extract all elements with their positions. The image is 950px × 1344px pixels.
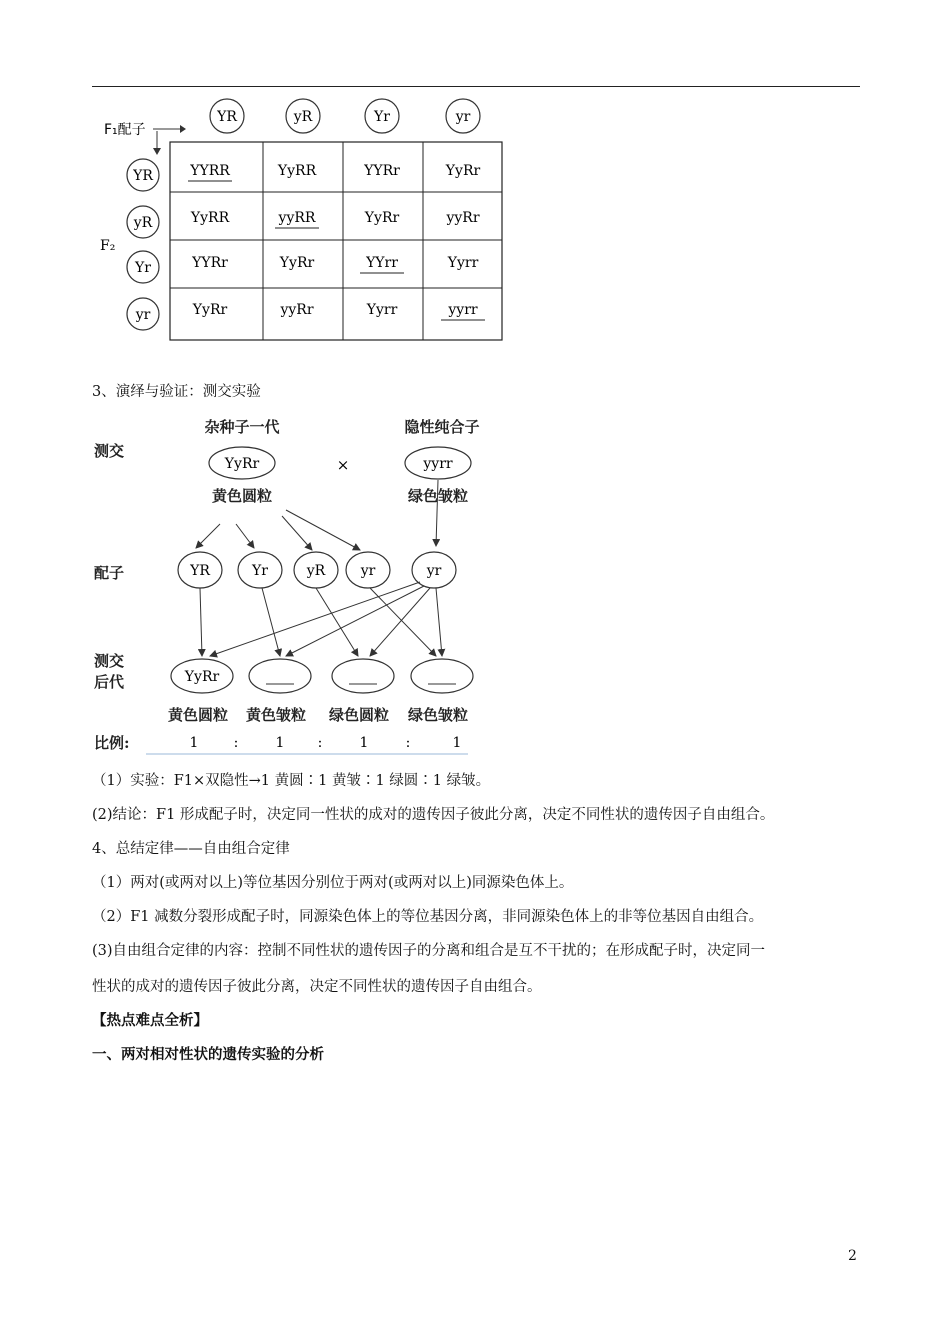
gamete-label: YR: [190, 563, 210, 579]
cross-symbol: ×: [336, 456, 350, 474]
ratio-separator: :: [405, 735, 411, 751]
punnett-cell: YyRr: [279, 255, 315, 271]
offspring-ellipse: [332, 659, 394, 693]
offspring-phenotype: 绿色皱粒: [407, 706, 469, 724]
punnett-cell: YyRr: [364, 210, 400, 226]
f2-label: F₂: [100, 238, 116, 254]
row-gamete-label: YR: [133, 168, 153, 184]
cross-arrow: [286, 586, 424, 656]
parent1-genotype: YyRr: [224, 456, 260, 472]
punnett-cell: YYRR: [190, 163, 230, 179]
analysis-heading: 一、两对相对性状的遗传实验的分析: [92, 1046, 324, 1063]
punnett-cell: YyRr: [192, 302, 228, 318]
law-point-3-line-2: 性状的成对的遗传因子彼此分离，决定不同性状的遗传因子自由组合。: [92, 979, 542, 995]
ratio-separator: :: [317, 735, 323, 751]
parent2-phenotype: 绿色皱粒: [407, 487, 469, 505]
row-gamete-label: yR: [133, 215, 153, 231]
row-gamete-label: yr: [135, 307, 151, 323]
row-label-testcross: 测交: [94, 442, 125, 460]
gamete-label: Yr: [252, 563, 268, 579]
cross-arrow: [210, 582, 420, 656]
cross-arrow: [316, 588, 358, 656]
cross-arrow: [286, 510, 360, 550]
punnett-cell: YYrr: [366, 255, 398, 271]
cross-arrow: [370, 588, 436, 656]
ratio-value: 1: [359, 735, 369, 751]
punnett-cell: YYRr: [192, 255, 228, 271]
law-point-3-line-1: (3)自由组合定律的内容：控制不同性状的遗传因子的分离和组合是互不干扰的；在形成配子时，决定同一: [92, 943, 766, 959]
punnett-cell: YyRr: [445, 163, 481, 179]
punnett-cell: YyRR: [190, 210, 230, 226]
cross-arrow: [196, 524, 220, 548]
punnett-cell: yyRR: [278, 210, 316, 226]
ratio-value: 1: [452, 735, 462, 751]
col-gamete-label: yr: [455, 109, 471, 125]
offspring-ellipse: [249, 659, 311, 693]
testcross-figure: [90, 410, 480, 760]
law-point-1: （1）两对(或两对以上)等位基因分别位于两对(或两对以上)同源染色体上。: [92, 875, 574, 891]
row-label-offspring-1: 测交: [94, 652, 125, 670]
header-rule: [92, 86, 860, 87]
gamete-label: yR: [306, 563, 326, 579]
offspring-genotype: YyRr: [184, 669, 220, 685]
ratio-separator: :: [233, 735, 239, 751]
punnett-cell: Yyrr: [366, 302, 398, 318]
parent2-title: 隐性纯合子: [404, 418, 480, 436]
col-gamete-label: yR: [293, 109, 313, 125]
row-label-gametes: 配子: [94, 564, 125, 582]
law-point-2: （2）F1 减数分裂形成配子时，同源染色体上的等位基因分离，非同源染色体上的非等位基因自由组合。: [92, 909, 764, 925]
punnett-cell: yyRr: [280, 302, 314, 318]
hotspot-heading: 【热点难点全析】: [92, 1012, 208, 1029]
ratio-value: 1: [189, 735, 199, 751]
punnett-cell: YyRR: [277, 163, 317, 179]
parent1-phenotype: 黄色圆粒: [211, 487, 273, 505]
offspring-phenotype: 绿色圆粒: [328, 706, 390, 724]
offspring-phenotype: 黄色皱粒: [245, 706, 307, 724]
parent2-genotype: yyrr: [423, 456, 453, 472]
line-conclusion: (2)结论：F1 形成配子时，决定同一性状的成对的遗传因子彼此分离，决定不同性状的遗传因子自由组合。: [92, 807, 775, 823]
col-gamete-label: Yr: [374, 109, 390, 125]
row-gamete-label: Yr: [135, 260, 151, 276]
parent1-title: 杂种子一代: [204, 418, 280, 436]
page-number: 2: [848, 1248, 857, 1264]
offspring-phenotype: 黄色圆粒: [167, 706, 229, 724]
col-gamete-label: YR: [217, 109, 237, 125]
punnett-cell: YYRr: [364, 163, 400, 179]
punnett-cell: yyRr: [446, 210, 480, 226]
cross-arrow: [436, 588, 442, 656]
row-label-offspring-2: 后代: [94, 673, 125, 691]
section-4-heading: 4、总结定律——自由组合定律: [92, 841, 290, 857]
offspring-ellipse: [411, 659, 473, 693]
punnett-cell: Yyrr: [447, 255, 479, 271]
cross-arrow: [236, 524, 254, 548]
punnett-cell: yyrr: [448, 302, 478, 318]
f1-gamete-label: F₁配子: [104, 122, 146, 138]
section-3-heading: 3、演绎与验证：测交实验: [92, 384, 261, 400]
ratio-value: 1: [275, 735, 285, 751]
cross-arrow: [200, 588, 202, 656]
recessive-gamete-label: yr: [426, 563, 442, 579]
punnett-square-figure: [90, 92, 510, 348]
gamete-label: yr: [360, 563, 376, 579]
line-experiment: （1）实验：F1×双隐性→1 黄圆∶1 黄皱∶1 绿圆∶1 绿皱。: [92, 773, 491, 789]
cross-arrow: [262, 588, 280, 656]
row-label-ratio: 比例:: [94, 734, 130, 752]
